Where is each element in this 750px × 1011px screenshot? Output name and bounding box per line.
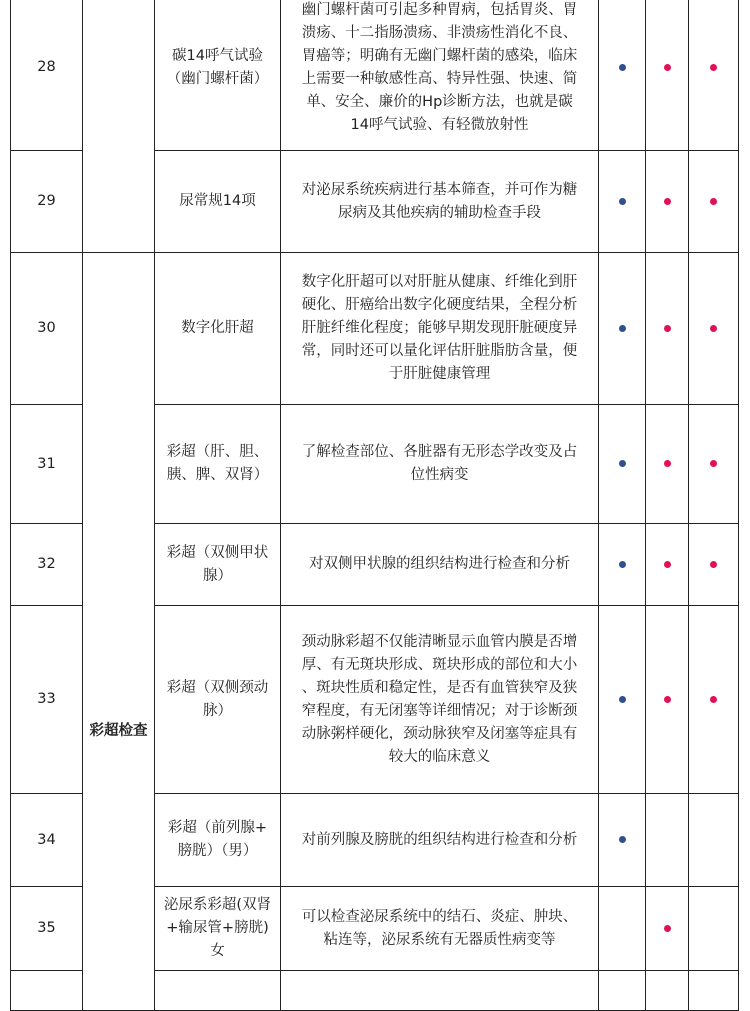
empty-cell xyxy=(155,971,281,1011)
row-number: 35 xyxy=(11,887,83,971)
applicability-cell xyxy=(599,253,646,405)
item-name-line: 女 xyxy=(210,943,225,959)
row-number: 29 xyxy=(11,151,83,253)
applicability-cell xyxy=(599,405,646,524)
row-number: 33 xyxy=(11,606,83,794)
description-line: 窄程度，有无闭塞等详细情况；对于诊断颈 xyxy=(301,702,578,719)
item-description xyxy=(281,794,599,887)
item-name xyxy=(155,151,281,253)
item-name-line: 彩超（肝、胆、 xyxy=(166,444,269,460)
description-line: 14呼气试验、有轻微放射性 xyxy=(350,116,529,133)
applicability-cell xyxy=(599,606,646,794)
item-name-line: +输尿管+膀胱) xyxy=(166,920,269,936)
pink-dot-icon xyxy=(664,198,671,205)
pink-dot-icon xyxy=(710,696,717,703)
item-description xyxy=(281,151,599,253)
item-name-line: 尿常规14项 xyxy=(179,193,256,209)
description-line: 颈动脉彩超不仅能清晰显示血管内膜是否增 xyxy=(301,633,578,650)
description-line: 幽门螺杆菌可引起多种胃病，包括胃炎、胃 xyxy=(301,1,578,18)
item-name-line: 膀胱）（男） xyxy=(177,843,258,859)
item-description xyxy=(281,405,599,524)
item-name xyxy=(155,606,281,794)
pink-dot-icon xyxy=(664,64,671,71)
applicability-cell xyxy=(689,794,739,887)
applicability-cell xyxy=(646,0,689,151)
applicability-cell xyxy=(689,405,739,524)
description-line: 动脉粥样硬化，颈动脉狭窄及闭塞等症具有 xyxy=(301,725,578,742)
applicability-cell xyxy=(646,253,689,405)
pink-dot-icon xyxy=(664,696,671,703)
row-number: 32 xyxy=(11,524,83,606)
category-cell-upper xyxy=(83,0,155,253)
description-line: 上需要一种敏感性高、特异性强、快速、简 xyxy=(301,70,578,87)
item-description xyxy=(281,0,599,151)
empty-cell xyxy=(281,971,599,1011)
description-line: 可以检查泌尿系统中的结石、炎症、肿块、 xyxy=(301,908,578,925)
applicability-cell xyxy=(646,887,689,971)
description-line: 胃癌等；明确有无幽门螺杆菌的感染，临床 xyxy=(301,47,578,64)
description-line: 对泌尿系统疾病进行基本筛查，并可作为糖 xyxy=(301,181,578,198)
row-number: 31 xyxy=(11,405,83,524)
item-description xyxy=(281,606,599,794)
pink-dot-icon xyxy=(664,925,671,932)
item-description xyxy=(281,887,599,971)
description-line: 了解检查部位、各脏器有无形态学改变及占 xyxy=(301,444,578,460)
description-line: 单、安全、廉价的Hp诊断方法，也就是碳 xyxy=(306,93,573,110)
applicability-cell xyxy=(689,887,739,971)
empty-cell xyxy=(599,971,646,1011)
pink-dot-icon xyxy=(710,460,717,467)
description-line: 位性病变 xyxy=(410,467,469,483)
empty-cell xyxy=(646,971,689,1011)
description-line: 常，同时还可以量化评估肝脏脂肪含量，便 xyxy=(301,343,578,359)
description-line: 肝脏纤维化程度；能够早期发现肝脏硬度异 xyxy=(301,320,578,336)
applicability-cell xyxy=(599,524,646,606)
description-line: 对双侧甲状腺的组织结构进行检查和分析 xyxy=(309,556,570,572)
table-row xyxy=(11,0,739,151)
empty-cell xyxy=(11,971,83,1011)
item-name xyxy=(155,0,281,151)
pink-dot-icon xyxy=(710,325,717,332)
item-name-line: 彩超（双侧颈动 xyxy=(166,679,269,696)
empty-cell xyxy=(689,971,739,1011)
row-number: 30 xyxy=(11,253,83,405)
blue-dot-icon xyxy=(619,325,626,332)
item-description xyxy=(281,253,599,405)
applicability-cell xyxy=(599,794,646,887)
applicability-cell xyxy=(646,794,689,887)
row-number: 34 xyxy=(11,794,83,887)
blue-dot-icon xyxy=(619,64,626,71)
pink-dot-icon xyxy=(664,460,671,467)
item-name xyxy=(155,405,281,524)
blue-dot-icon xyxy=(619,836,626,843)
pink-dot-icon xyxy=(710,64,717,71)
description-line: 尿病及其他疾病的辅助检查手段 xyxy=(338,204,541,221)
description-line: 数字化肝超可以对肝脏从健康、纤维化到肝 xyxy=(301,274,578,290)
blue-dot-icon xyxy=(619,696,626,703)
description-line: 、斑块性质和稳定性，是否有血管狭窄及狭 xyxy=(301,679,578,696)
applicability-cell xyxy=(646,524,689,606)
item-name xyxy=(155,887,281,971)
item-name-line: 碳14呼气试验 xyxy=(172,47,263,64)
blue-dot-icon xyxy=(619,561,626,568)
exam-items-table xyxy=(10,0,739,1011)
category-label: 彩超检查 xyxy=(83,253,155,1011)
description-line: 于肝脏健康管理 xyxy=(388,366,491,382)
item-name-line: 脉） xyxy=(203,702,232,719)
item-name-line: 数字化肝超 xyxy=(181,320,254,336)
item-name-line: 腺） xyxy=(203,567,232,584)
applicability-cell xyxy=(646,405,689,524)
applicability-cell xyxy=(646,151,689,253)
applicability-cell xyxy=(689,0,739,151)
item-name xyxy=(155,794,281,887)
table-row xyxy=(11,253,739,405)
pink-dot-icon xyxy=(710,198,717,205)
description-line: 硬化、肝癌给出数字化硬度结果，全程分析 xyxy=(301,297,578,313)
item-name-line: 胰、脾、双肾） xyxy=(166,467,269,483)
description-line: 溃疡、十二指肠溃疡、非溃疡性消化不良、 xyxy=(301,24,578,41)
applicability-cell xyxy=(646,606,689,794)
blue-dot-icon xyxy=(619,460,626,467)
item-name-line: 泌尿系彩超(双肾 xyxy=(163,897,272,913)
item-name-line: 彩超（前列腺+ xyxy=(167,820,268,836)
blue-dot-icon xyxy=(619,198,626,205)
item-name xyxy=(155,253,281,405)
item-name xyxy=(155,524,281,606)
pink-dot-icon xyxy=(710,561,717,568)
applicability-cell xyxy=(599,0,646,151)
applicability-cell xyxy=(599,887,646,971)
description-line: 厚、有无斑块形成、斑块形成的部位和大小 xyxy=(301,656,578,673)
applicability-cell xyxy=(689,606,739,794)
row-number: 28 xyxy=(11,0,83,151)
item-name-line: （幽门螺杆菌） xyxy=(166,70,269,87)
applicability-cell xyxy=(599,151,646,253)
applicability-cell xyxy=(689,524,739,606)
description-line: 对前列腺及膀胱的组织结构进行检查和分析 xyxy=(301,831,578,848)
pink-dot-icon xyxy=(664,325,671,332)
applicability-cell xyxy=(689,253,739,405)
description-line: 较大的临床意义 xyxy=(388,748,491,765)
item-description xyxy=(281,524,599,606)
pink-dot-icon xyxy=(664,561,671,568)
item-name-line: 彩超（双侧甲状 xyxy=(166,544,269,561)
applicability-cell xyxy=(689,151,739,253)
description-line: 粘连等，泌尿系统有无器质性病变等 xyxy=(323,931,556,948)
